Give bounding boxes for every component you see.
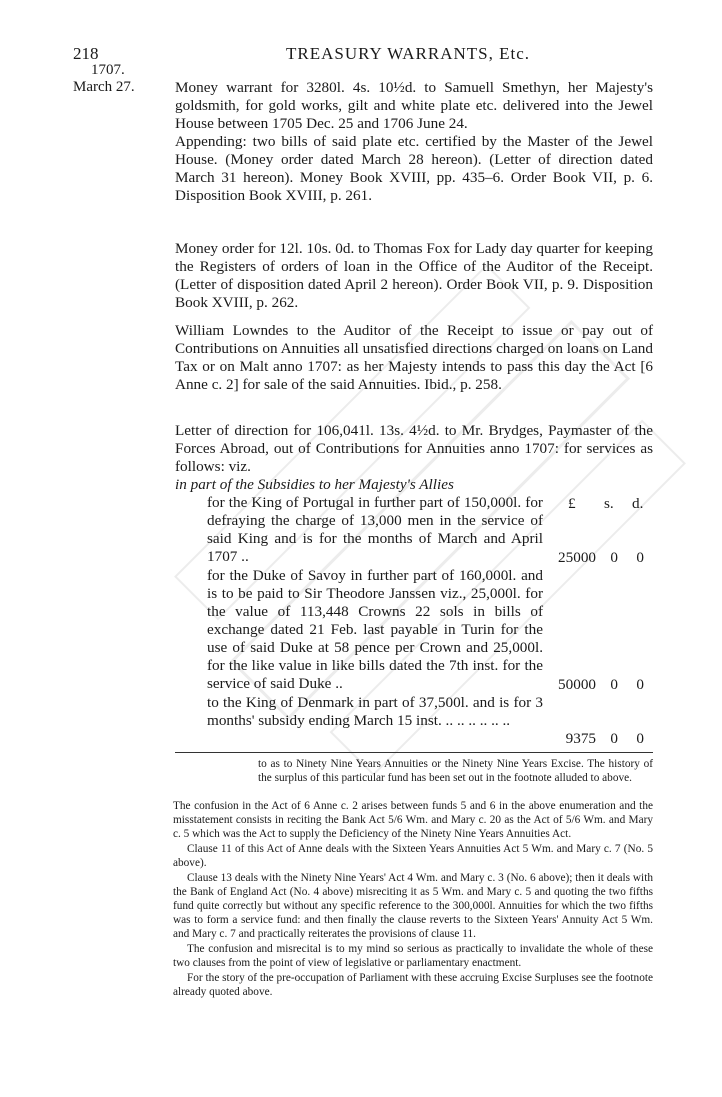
- column-pounds: £: [568, 495, 576, 512]
- footnote-rule: [175, 752, 653, 753]
- amount-pounds: 25000: [558, 549, 596, 566]
- subsidy-denmark: to the King of Denmark in part of 37,500l. and is for 3 months' subsidy ending March 15 inst. .. .. .. .. .. ..: [207, 694, 543, 729]
- subsidy-savoy: for the Duke of Savoy in further part of 160,000l. and is to be paid to Sir Theodore Janssen viz., 25,000l. for the value of 113,448 Crowns 22 sols in bills of exchange dated 21 Feb. last payable in Turin for the use of said Duke at 58 pence per Crown and 25,000l. for the like value in like bills dated the 7th inst. for the service of said Duke ..: [207, 567, 543, 692]
- amount-shillings: 0: [610, 676, 618, 693]
- amount-pence: 0: [636, 730, 644, 747]
- footnote-body: [173, 799, 653, 999]
- footnote-paragraph: The confusion in the Act of 6 Anne c. 2 arises between funds 5 and 6 in the above enumeration and the misstatement consists in reciting the Bank Act 5/6 Wm. and Mary c. 20 as the Act of 5/6 Wm. and Mary c. 5 which was the Act to supply the Deficiency of the Ninety Nine Years Annuities Act.: [173, 800, 653, 840]
- amount-pounds: 50000: [558, 676, 596, 693]
- column-pence: d.: [632, 495, 644, 512]
- footnote-paragraph: Clause 13 deals with the Ninety Nine Years' Act 4 Wm. and Mary c. 3 (No. 6 above); then it deals with the Bank of England Act (No. 4 above) misreciting it as 5 Wm. and Mary c. 5 and quoting the two fifths fund quite correctly but without any specific reference to the 300,000l. Annuities for which the two fifths was to form a service fund: and then finally the clause reverts to the Sixteen Years' Annuity Act 5 Wm. and Mary c. 7 and practically reiterates the provisions of clause 11.: [173, 872, 653, 940]
- subsidy-portugal: for the King of Portugal in further part of 150,000l. for defraying the charge of 13,000 men in the service of said King and is for the months of March and April 1707 ..: [207, 494, 543, 565]
- page-number: 218: [73, 44, 99, 63]
- margin-year: 1707.: [91, 62, 125, 78]
- amount-shillings: 0: [610, 730, 618, 747]
- amount-shillings: 0: [610, 549, 618, 566]
- entry-letter-of-direction: [175, 422, 653, 476]
- entry-text: William Lowndes to the Auditor of the Receipt to issue or pay out of Contributions on Annuities all unsatisfied directions charged on loans on Land Tax or on Malt anno 1707: as her Majesty intends to pass this day the Act [6 Anne c. 2] for sale of the said Annuities. Ibid., p. 258.: [175, 322, 653, 393]
- entry-money-order: [175, 240, 653, 312]
- column-shillings: s.: [604, 495, 614, 512]
- footnote-paragraph: Clause 11 of this Act of Anne deals with the Sixteen Years Annuities Act 5 Wm. and Mary c. 7 (No. 5 above).: [173, 843, 653, 869]
- entry-text: Letter of direction for 106,041l. 13s. 4½d. to Mr. Brydges, Paymaster of the Forces Abroad, out of Contributions for Annuities anno 1707: for services as follows: viz.: [175, 422, 653, 475]
- amount-pounds: 9375: [565, 730, 596, 747]
- entry-lowndes-letter: [175, 322, 653, 394]
- footnote-paragraph: The confusion and misrecital is to my mind so serious as practically to invalidate the whole of these two clauses from the point of view of legislative or parliamentary enactment.: [173, 943, 653, 969]
- running-head: TREASURY WARRANTS, Etc.: [286, 44, 531, 63]
- footnote-paragraph: For the story of the pre-occupation of Parliament with these accruing Excise Surpluses see the footnote already quoted above.: [173, 972, 653, 998]
- amount-pence: 0: [636, 549, 644, 566]
- subsidies-subheading: in part of the Subsidies to her Majesty's Allies: [175, 476, 454, 493]
- margin-date: March 27.: [73, 79, 135, 95]
- entry-money-warrant: [175, 79, 653, 205]
- entry-appending: Appending: two bills of said plate etc. certified by the Master of the Jewel House. (Money order dated March 28 hereon). (Letter of direction dated March 31 hereon). Money Book XVIII, pp. 435–6. Order Book VII, p. 6. Disposition Book XVIII, p. 261.: [175, 133, 653, 204]
- entry-text: Money order for 12l. 10s. 0d. to Thomas Fox for Lady day quarter for keeping the Registers of orders of loan in the Office of the Auditor of the Receipt. (Letter of disposition dated April 2 hereon). Order Book VII, p. 9. Disposition Book XVIII, p. 262.: [175, 240, 653, 311]
- amount-pence: 0: [636, 676, 644, 693]
- entry-text: Money warrant for 3280l. 4s. 10½d. to Samuell Smethyn, her Majesty's goldsmith, for gold works, gilt and white plate etc. delivered into the Jewel House between 1705 Dec. 25 and 1706 June 24.: [175, 79, 653, 132]
- footnote-continuation: to as to Ninety Nine Years Annuities or the Ninety Nine Years Excise. The history of the surplus of this particular fund has been set out in the footnote alluded to above.: [258, 758, 653, 784]
